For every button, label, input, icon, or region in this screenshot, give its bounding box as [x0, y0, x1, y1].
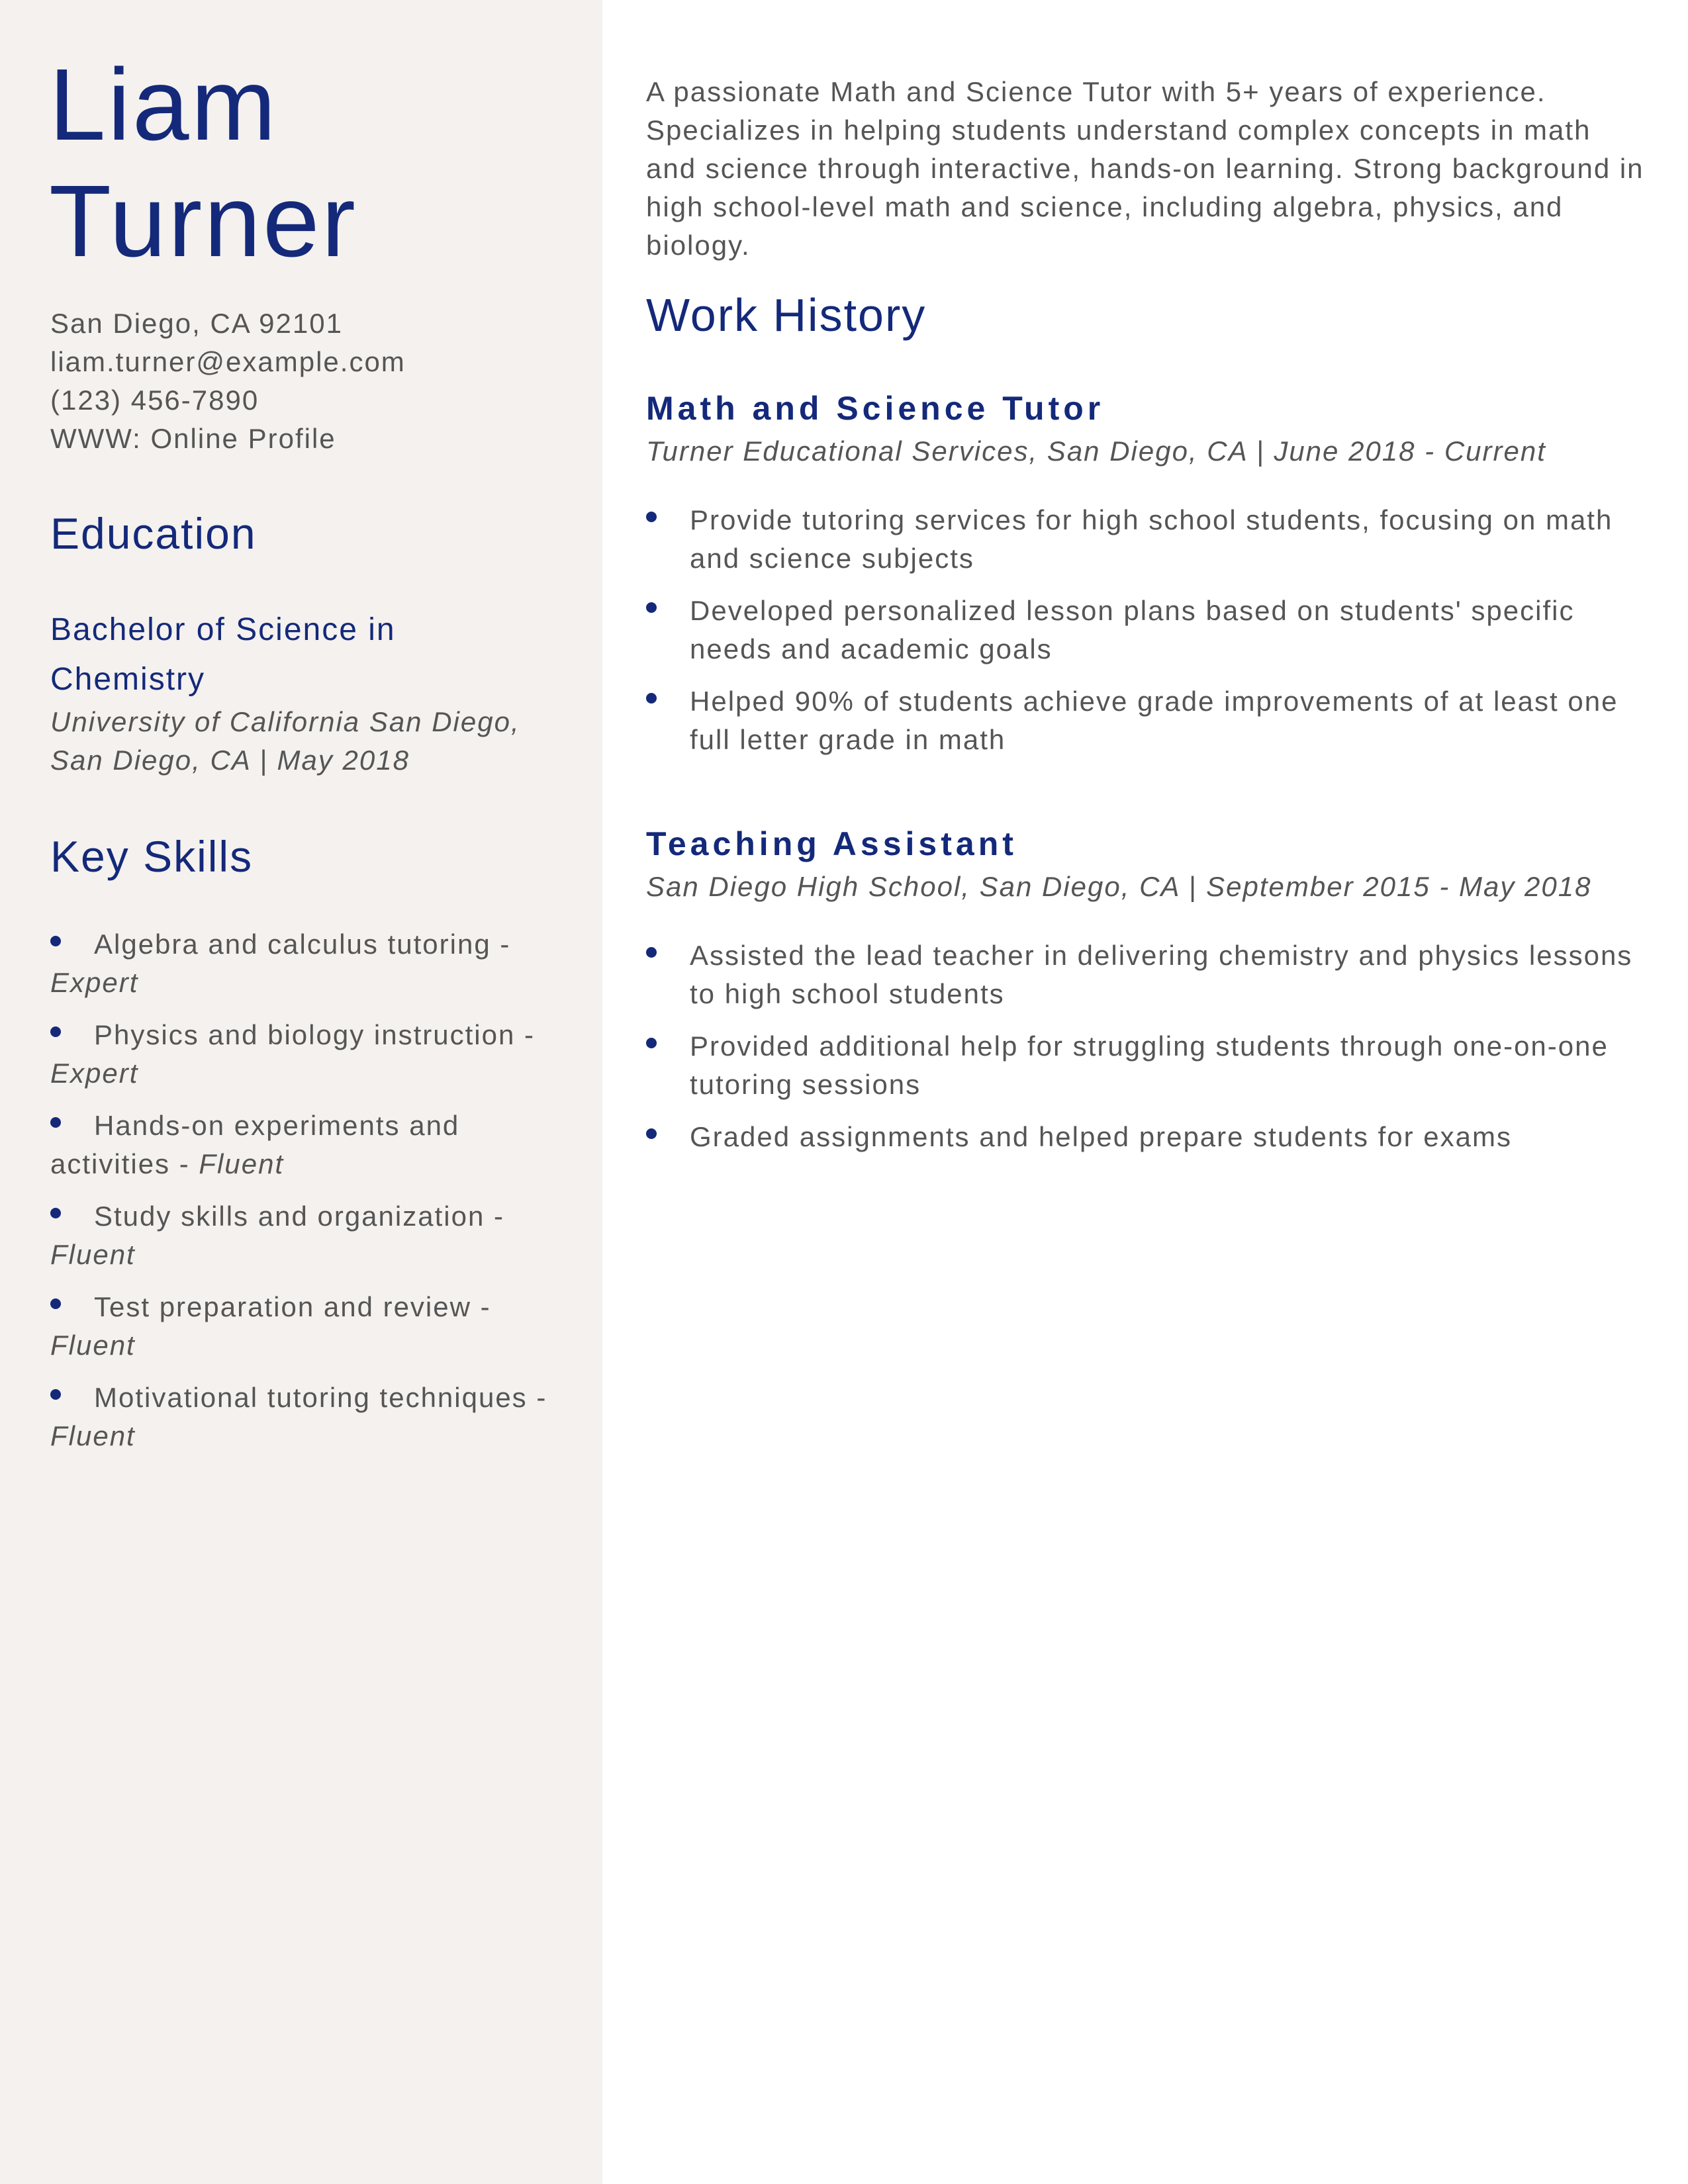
bullet-icon — [50, 1117, 61, 1128]
skill-name: Test preparation and review — [94, 1291, 471, 1322]
list-item — [646, 1118, 1646, 1156]
school-line-2: San Diego, CA — [50, 745, 251, 776]
responsibility-text: Assisted the lead teacher in delivering chemistry and physics lessons to high school students — [690, 940, 1633, 1009]
job-entry — [646, 388, 1646, 773]
job-entry — [646, 824, 1646, 1170]
job-subtitle: San Diego High School, San Diego, CA | September 2015 - May 2018 — [646, 871, 1592, 902]
skill-level: Fluent — [50, 1239, 136, 1270]
skill-item: Study skills and organization - Fluent — [50, 1201, 504, 1270]
list-item — [646, 682, 1646, 759]
skill-level: Expert — [50, 1058, 139, 1089]
bullet-icon — [50, 1298, 61, 1309]
degree-line-2: Chemistry — [50, 662, 206, 697]
job-company: San Diego High School, San Diego, CA — [646, 871, 1180, 902]
degree-line-1: Bachelor of Science in — [50, 612, 396, 647]
skill-item: Physics and biology instruction - Expert — [50, 1019, 535, 1089]
skill-item: Algebra and calculus tutoring - Expert — [50, 929, 511, 998]
job-dates: September 2015 - May 2018 — [1206, 871, 1592, 902]
skill-name: Study skills and organization — [94, 1201, 485, 1232]
skill-name: Physics and biology instruction — [94, 1019, 516, 1050]
skill-item: Test preparation and review - Fluent — [50, 1291, 491, 1361]
bullet-icon — [646, 1038, 657, 1048]
skill-item: Hands-on experiments and activities - Fluent — [50, 1110, 460, 1179]
education-date: May 2018 — [277, 745, 410, 776]
bullet-icon — [646, 947, 657, 958]
first-name: Liam — [49, 48, 278, 161]
skill-name: Hands-on experiments and activities — [50, 1110, 460, 1179]
list-item — [646, 592, 1646, 668]
job-title: Math and Science Tutor — [646, 390, 1105, 427]
bullet-icon — [50, 1389, 61, 1400]
job-company: Turner Educational Services, San Diego, CA — [646, 435, 1248, 467]
bullet-icon — [50, 1208, 61, 1218]
list-item — [646, 936, 1646, 1013]
sidebar — [0, 0, 602, 2184]
school-line-1: University of California San Diego, — [50, 706, 520, 737]
bullet-icon — [646, 1128, 657, 1139]
job-responsibilities — [646, 501, 1646, 759]
bullet-icon — [646, 602, 657, 613]
skills-heading: Key Skills — [50, 832, 254, 881]
job-subtitle: Turner Educational Services, San Diego, CA | June 2018 - Current — [646, 435, 1546, 467]
contact-website: WWW: Online Profile — [50, 423, 336, 454]
skill-item: Motivational tutoring techniques - Fluent — [50, 1382, 547, 1451]
bullet-icon — [646, 693, 657, 704]
professional-summary: A passionate Math and Science Tutor with 5+ years of experience. Specializes in helping students understand complex concepts in math and science through interactive, hands-on learning. Strong background in high school-level math and science, including algebra, physics, and biology. — [646, 76, 1644, 261]
education-heading: Education — [50, 509, 257, 558]
responsibility-text: Graded assignments and helped prepare students for exams — [690, 1121, 1513, 1152]
responsibility-text: Helped 90% of students achieve grade improvements of at least one full letter grade in math — [690, 686, 1618, 755]
responsibility-text: Developed personalized lesson plans based on students' specific needs and academic goals — [690, 595, 1575, 664]
education-school — [50, 703, 573, 780]
job-responsibilities — [646, 936, 1646, 1156]
contact-address: San Diego, CA 92101 — [50, 308, 343, 339]
contact-email: liam.turner@example.com — [50, 346, 406, 377]
bullet-icon — [50, 1026, 61, 1037]
skill-name: Algebra and calculus tutoring — [94, 929, 491, 960]
skills-list — [50, 925, 573, 1469]
list-item — [646, 501, 1646, 578]
skill-name: Motivational tutoring techniques — [94, 1382, 528, 1413]
list-item — [646, 1027, 1646, 1104]
skill-level: Fluent — [50, 1420, 136, 1451]
responsibility-text: Provide tutoring services for high school students, focusing on math and science subjects — [690, 504, 1613, 574]
skill-level: Fluent — [199, 1148, 285, 1179]
candidate-name — [49, 46, 579, 279]
bullet-icon — [646, 512, 657, 522]
last-name: Turner — [49, 164, 357, 278]
contact-phone: (123) 456-7890 — [50, 385, 259, 416]
skill-level: Fluent — [50, 1330, 136, 1361]
contact-info — [50, 304, 580, 458]
responsibility-text: Provided additional help for struggling students through one-on-one tutoring sessions — [690, 1030, 1609, 1100]
work-history-heading: Work History — [646, 289, 927, 341]
skill-level: Expert — [50, 967, 139, 998]
education-degree — [50, 605, 553, 704]
school-separator: | — [259, 745, 268, 776]
job-title: Teaching Assistant — [646, 825, 1017, 862]
job-dates: June 2018 - Current — [1274, 435, 1546, 467]
bullet-icon — [50, 936, 61, 946]
